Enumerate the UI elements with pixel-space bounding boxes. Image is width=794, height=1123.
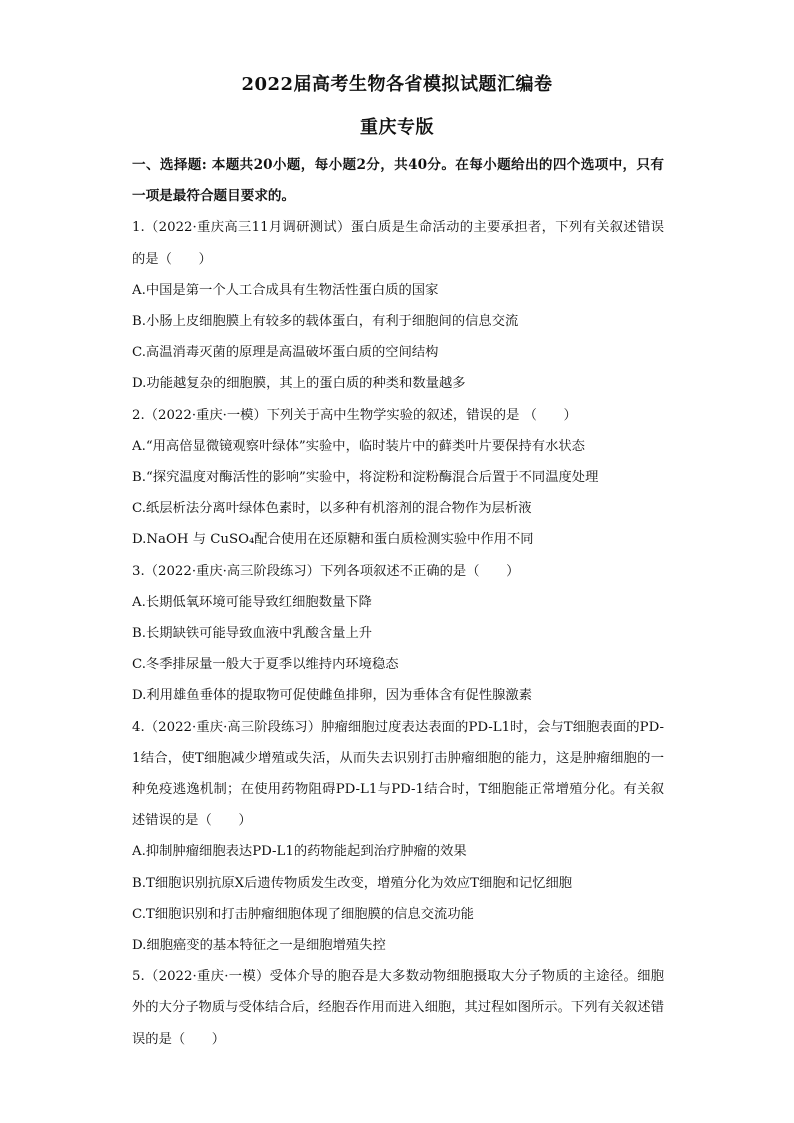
option-d: D.功能越复杂的细胞膜，其上的蛋白质的种类和数量越多: [132, 376, 466, 392]
option-b: B.T细胞识别抗原X后遗传物质发生改变，增殖分化为效应T细胞和记忆细胞: [132, 875, 573, 891]
option-d: D.利用雄鱼垂体的提取物可促使雌鱼排卵，因为垂体含有促性腺激素: [132, 688, 533, 704]
option-d: D.NaOH 与 CuSO₄配合使用在还原糖和蛋白质检测实验中作用不同: [132, 532, 534, 548]
question-stem: 3.（2022·重庆·高三阶段练习）下列各项叙述不正确的是（ ）: [132, 563, 520, 579]
option-a: A.抑制肿瘤细胞表达PD-L1的药物能起到治疗肿瘤的效果: [132, 844, 467, 860]
option-c: C.冬季排尿量一般大于夏季以维持内环境稳态: [132, 657, 399, 673]
question-4: [132, 712, 664, 962]
option-c: C.纸层析法分离叶绿体色素时，以多种有机溶剂的混合物作为层析液: [132, 501, 532, 517]
option-a: A.“用高倍显微镜观察叶绿体”实验中，临时装片中的藓类叶片要保持有水状态: [132, 438, 585, 454]
section-heading: 一、选择题: 本题共20小题，每小题2分，共40分。在每小题给出的四个选项中，只有一项是最符合题目要求的。: [132, 157, 664, 205]
option-b: B.“探究温度对酶活性的影响”实验中，将淀粉和淀粉酶混合后置于不同温度处理: [132, 470, 599, 486]
option-d: D.细胞癌变的基本特征之一是细胞增殖失控: [132, 938, 386, 954]
question-3: [132, 556, 664, 712]
option-b: B.长期缺铁可能导致血液中乳酸含量上升: [132, 626, 373, 642]
document-subtitle: 重庆专版: [360, 117, 434, 138]
question-5: [132, 961, 664, 1055]
document-title: 2022届高考生物各省模拟试题汇编卷: [241, 74, 553, 95]
question-1: [132, 212, 664, 399]
question-2: [132, 400, 664, 556]
question-stem: 4.（2022·重庆·高三阶段练习）肿瘤细胞过度表达表面的PD-L1时，会与T细胞表面的PD-1结合，使T细胞减少增殖或失活，从而失去识别打击肿瘤细胞的能力，这是肿瘤细胞的一种免疫逃逸机制；在使用药物阻碍PD-L1与PD-1结合时，T细胞能正常增殖分化。有关叙述错误的是（ ）: [132, 719, 664, 829]
document-body: [132, 150, 664, 1055]
option-b: B.小肠上皮细胞膜上有较多的载体蛋白，有利于细胞间的信息交流: [132, 314, 519, 330]
option-a: A.中国是第一个人工合成具有生物活性蛋白质的国家: [132, 282, 439, 298]
option-c: C.高温消毒灭菌的原理是高温破坏蛋白质的空间结构: [132, 345, 439, 361]
option-a: A.长期低氧环境可能导致红细胞数量下降: [132, 594, 372, 610]
question-stem: 2.（2022·重庆·一模）下列关于高中生物学实验的叙述，错误的是 （ ）: [132, 407, 577, 423]
question-stem: 5.（2022·重庆·一模）受体介导的胞吞是大多数动物细胞摄取大分子物质的主途径。细胞外的大分子物质与受体结合后，经胞吞作用而进入细胞，其过程如图所示。下列有关叙述错误的是（ ）: [132, 969, 664, 1047]
question-stem: 1.（2022·重庆高三11月调研测试）蛋白质是生命活动的主要承担者，下列有关叙述错误的是（ ）: [132, 220, 664, 267]
option-c: C.T细胞识别和打击肿瘤细胞体现了细胞膜的信息交流功能: [132, 906, 474, 922]
